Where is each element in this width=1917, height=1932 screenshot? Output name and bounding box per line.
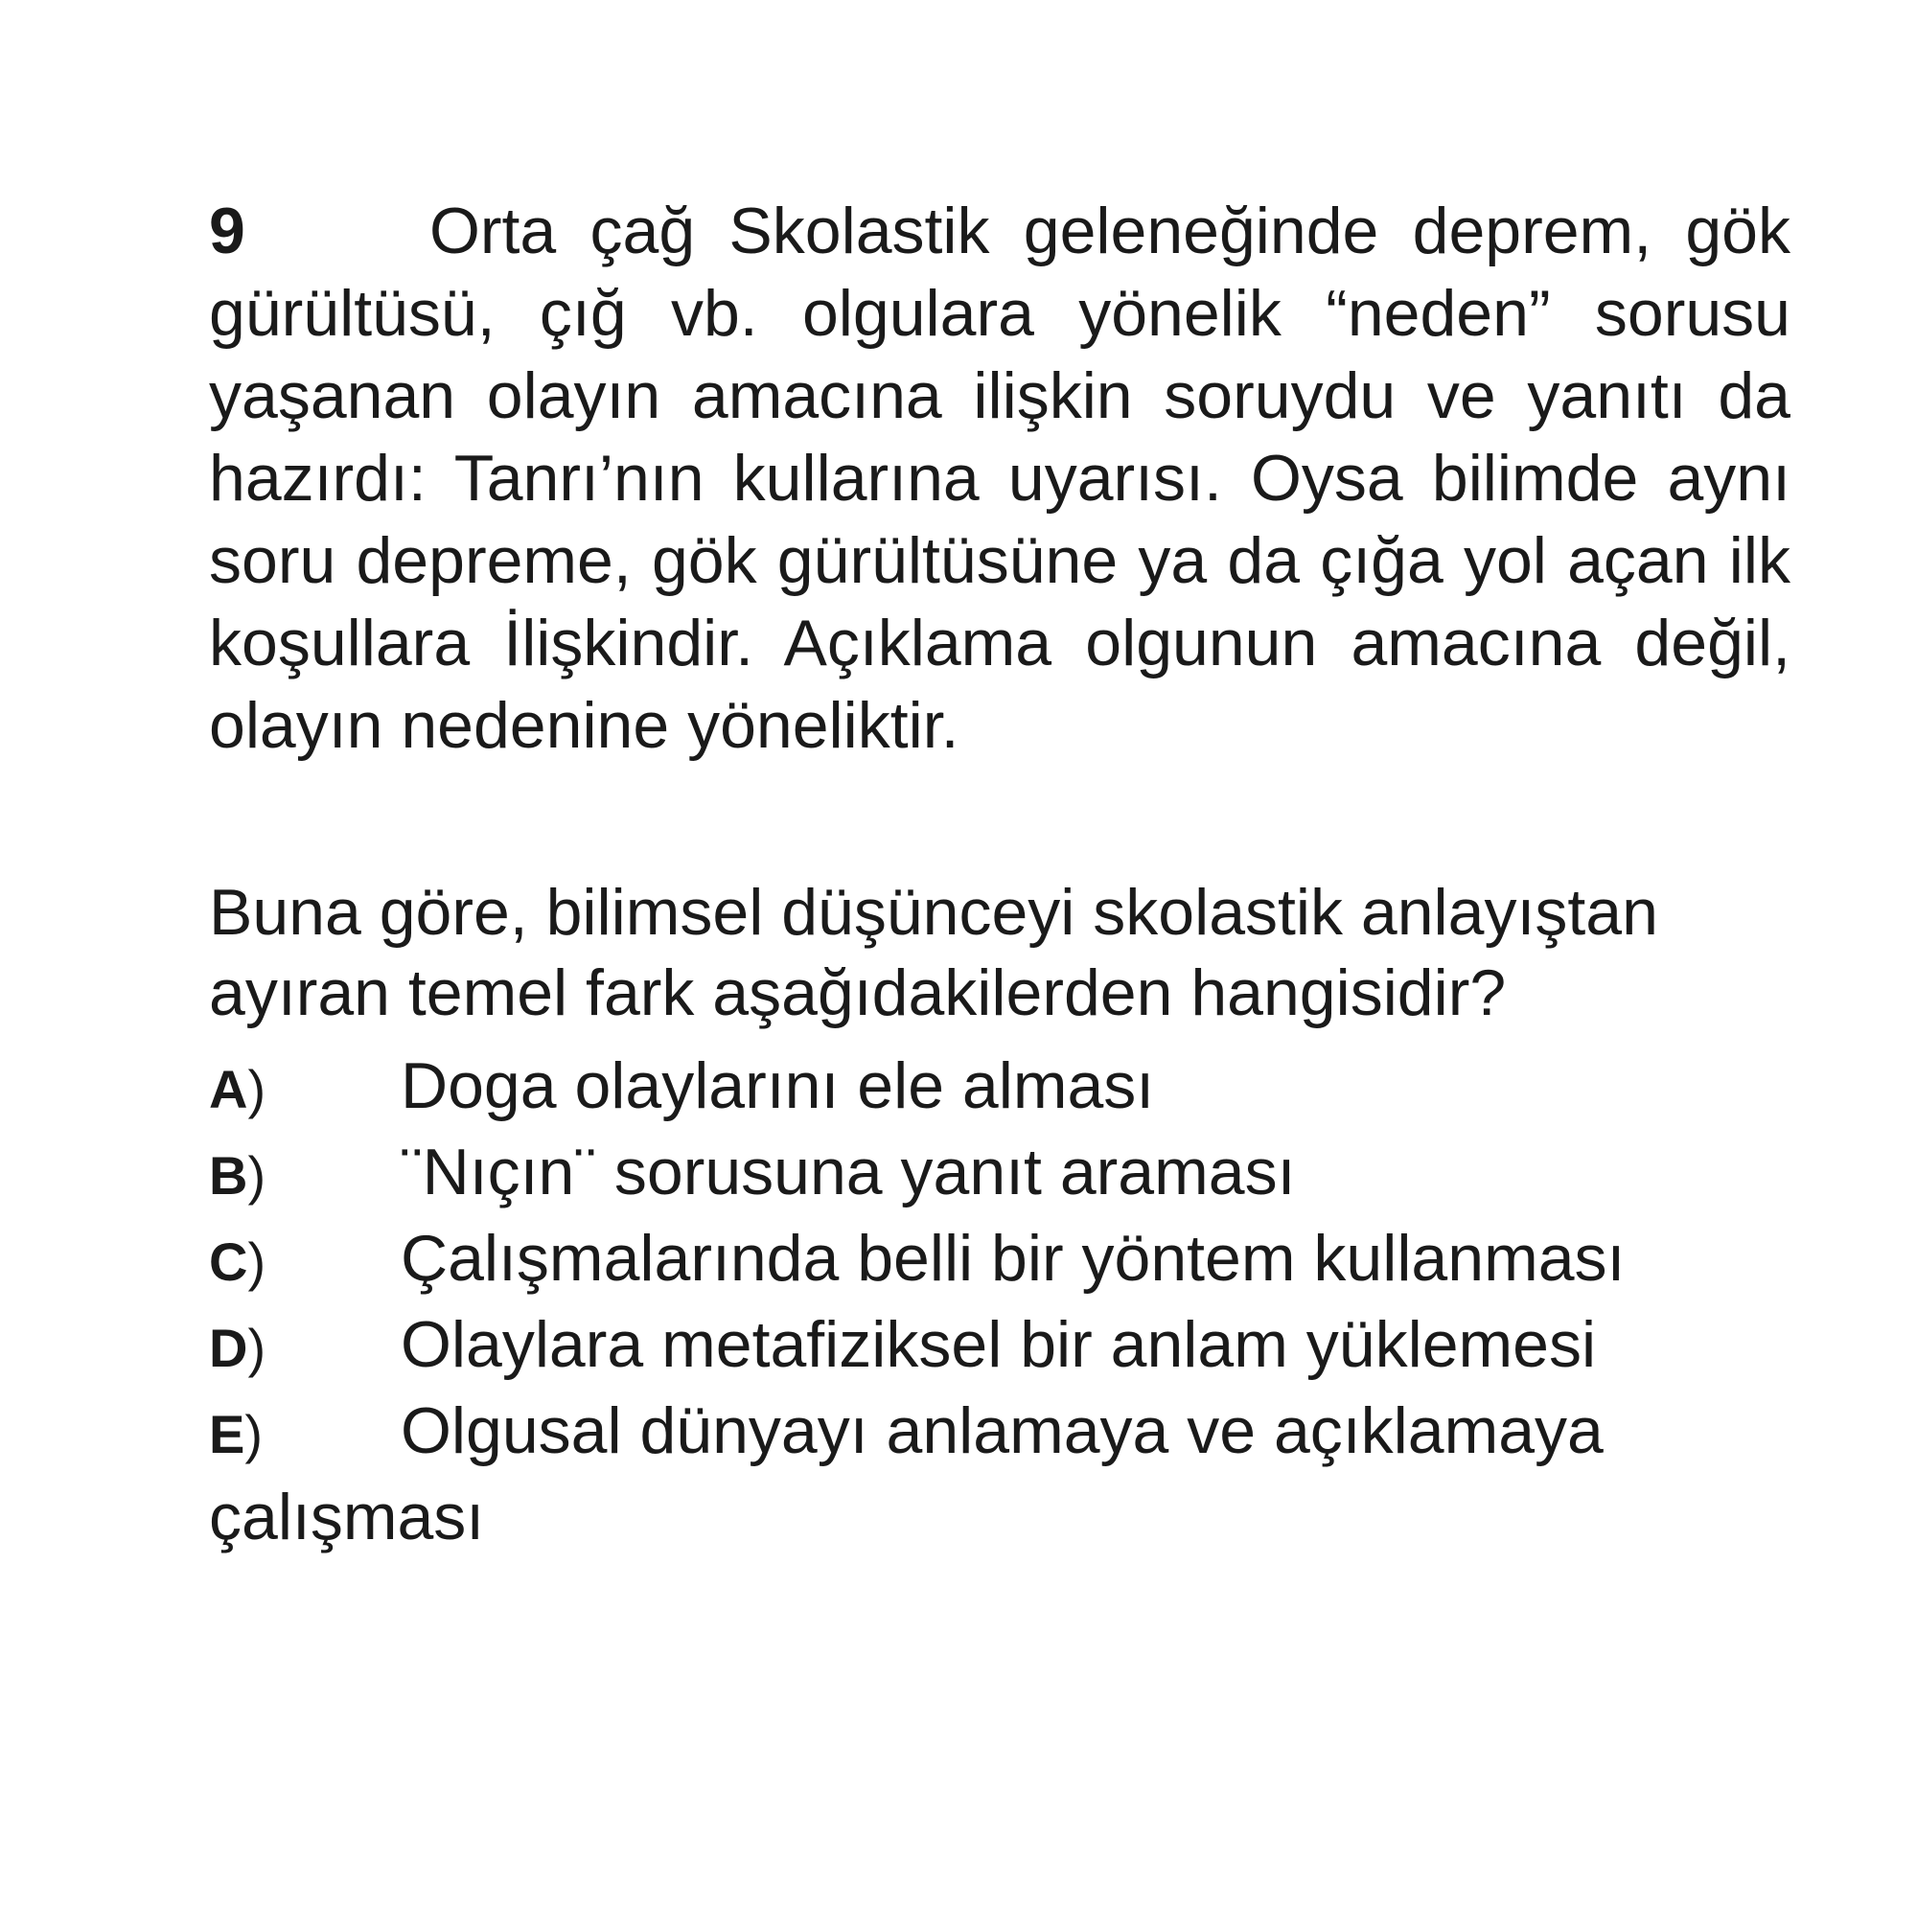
option-paren: ): [247, 1059, 266, 1119]
passage-text: Orta çağ Skolastik geleneğinde deprem, gök gürültüsü, çığ vb. olgulara yönelik “neden” sorusu yaşanan olayın amacına ilişkin soruydu ve yanıtı da hazırdı: Tanrı’nın kullarına uyarısı. Oysa bilimde aynı soru depreme, gök gürültüsüne ya da çığa yol açan ilk koşullara İlişkindir. Açıklama olgunun amacına değil, olayın nedenine yöneliktir.: [209, 195, 1790, 762]
option-text: Olgusal dünyayı anlamaya ve açıklamaya çalışması: [209, 1394, 1604, 1553]
option-text: Çalışmalarında belli bir yöntem kullanması: [401, 1222, 1626, 1295]
option-paren: ): [247, 1231, 266, 1292]
answer-options: [209, 1045, 1790, 1558]
option-letter: E: [209, 1404, 245, 1464]
option-letter: A: [209, 1059, 248, 1119]
option-c[interactable]: [209, 1217, 1790, 1303]
option-d[interactable]: [209, 1303, 1790, 1390]
question-passage: [209, 190, 1790, 767]
question-block: [209, 190, 1790, 1558]
question-prompt: Buna göre, bilimsel düşünceyi skolastik anlayıştan ayıran temel fark aşağıdakilerden hangisidir?: [209, 876, 1658, 1029]
option-text: ¨Nıçın¨ sorusuna yanıt araması: [401, 1136, 1296, 1208]
option-e[interactable]: [209, 1390, 1790, 1558]
option-letter: C: [209, 1231, 248, 1292]
option-letter: B: [209, 1145, 248, 1206]
option-paren: ): [244, 1404, 264, 1464]
option-paren: ): [247, 1318, 266, 1378]
question-number: 9: [209, 195, 245, 267]
option-b[interactable]: [209, 1131, 1790, 1217]
option-text: Doga olaylarını ele alması: [401, 1049, 1155, 1122]
option-text: Olaylara metafiziksel bir anlam yüklemesi: [401, 1308, 1597, 1381]
option-letter: D: [209, 1318, 248, 1378]
option-a[interactable]: [209, 1045, 1790, 1131]
option-paren: ): [247, 1145, 266, 1206]
